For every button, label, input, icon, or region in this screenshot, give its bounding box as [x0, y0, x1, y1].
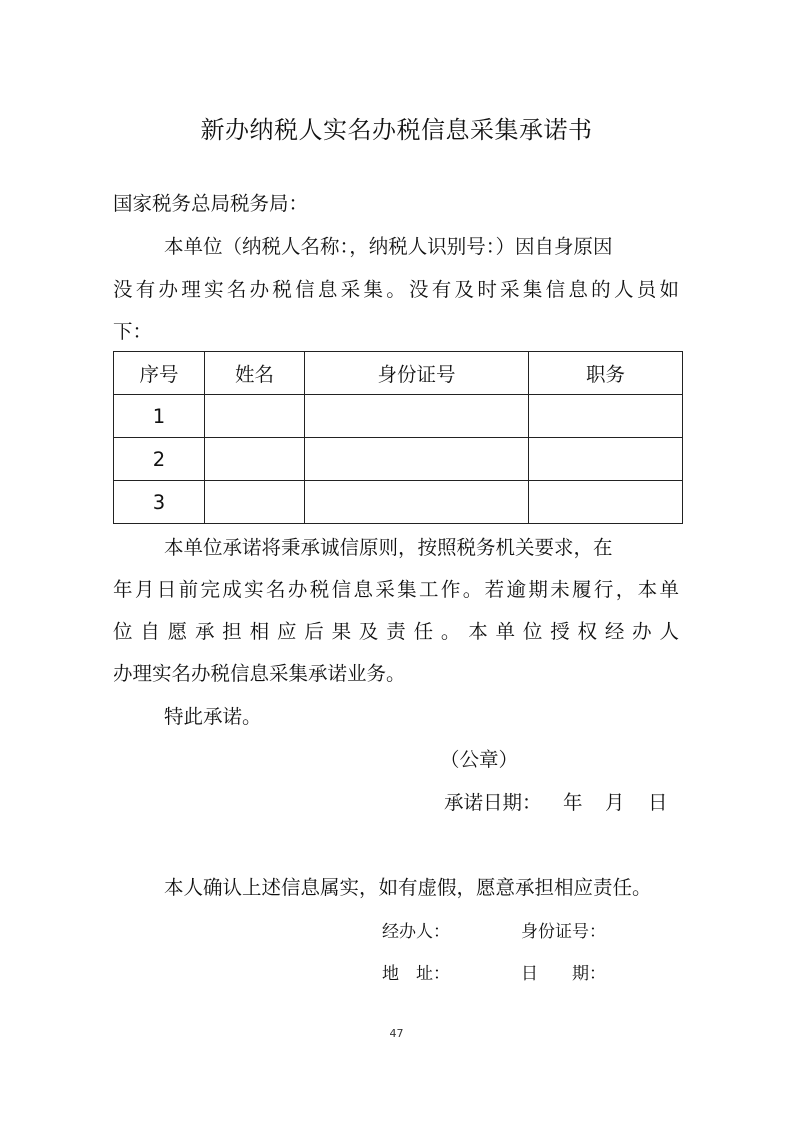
address-label: 地 址：: [382, 964, 450, 984]
id-number-label: 身份证号：: [521, 922, 606, 942]
intro-line-2: 没有办理实名办税信息采集。没有及时采集信息的人员如: [113, 278, 679, 301]
addressee: 国家税务总局税务局：: [113, 192, 309, 215]
table-row: [114, 481, 683, 524]
date-year: 年: [563, 791, 583, 814]
agent-label: 经办人：: [382, 922, 450, 942]
cell-seq: 1: [114, 395, 205, 438]
intro-line-3: 下：: [113, 320, 153, 343]
cell-id-number[interactable]: [305, 438, 529, 481]
page-title: 新办纳税人实名办税信息采集承诺书: [200, 116, 593, 144]
sign-date-label: 日 期：: [521, 964, 606, 984]
cell-name[interactable]: [205, 481, 305, 524]
page-number: 47: [389, 1027, 404, 1040]
cell-position[interactable]: [529, 395, 683, 438]
date-day: 日: [648, 791, 668, 814]
cell-id-number[interactable]: [305, 481, 529, 524]
header-id-number: 身份证号: [305, 352, 529, 395]
cell-name[interactable]: [205, 438, 305, 481]
seal-label: （公章）: [440, 748, 519, 771]
cell-name[interactable]: [205, 395, 305, 438]
intro-line-1: 本单位（纳税人名称：，纳税人识别号：）因自身原因: [164, 235, 613, 258]
cell-position[interactable]: [529, 481, 683, 524]
commitment-line-2: 年月日前完成实名办税信息采集工作。若逾期未履行，本单: [113, 578, 679, 601]
date-month: 月: [605, 791, 625, 814]
header-position: 职务: [529, 352, 683, 395]
cell-id-number[interactable]: [305, 395, 529, 438]
commitment-line-3: 位自愿承担相应后果及责任。本单位授权经办人: [113, 620, 679, 643]
table-row: [114, 438, 683, 481]
staff-table: [113, 351, 683, 524]
cell-position[interactable]: [529, 438, 683, 481]
table-header-row: [114, 352, 683, 395]
date-label: 承诺日期：: [444, 791, 542, 814]
table-row: [114, 395, 683, 438]
commitment-line-1: 本单位承诺将秉承诚信原则，按照税务机关要求，在: [164, 536, 613, 559]
commitment-line-4: 办理实名办税信息采集承诺业务。: [113, 662, 406, 685]
closing-text: 特此承诺。: [164, 705, 262, 728]
cell-seq: 3: [114, 481, 205, 524]
header-name: 姓名: [205, 352, 305, 395]
confirmation-text: 本人确认上述信息属实，如有虚假，愿意承担相应责任。: [164, 876, 652, 899]
cell-seq: 2: [114, 438, 205, 481]
header-seq: 序号: [114, 352, 205, 395]
